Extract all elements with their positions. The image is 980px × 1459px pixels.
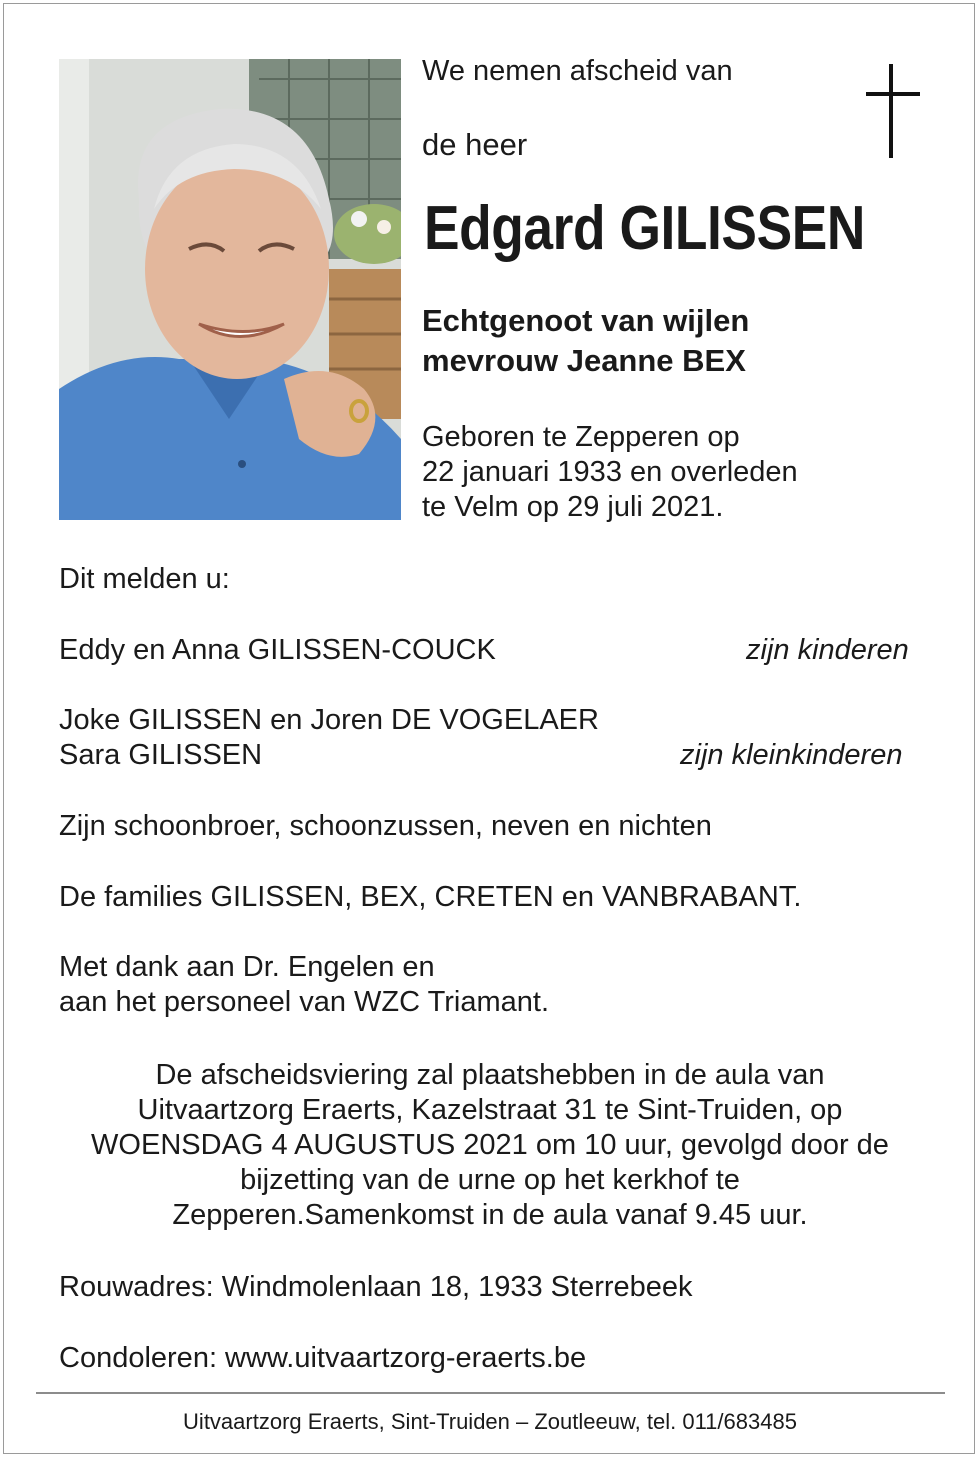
born-line-1: Geboren te Zepperen op xyxy=(422,421,740,453)
condolences-text: Condoleren: www.uitvaartzorg-eraerts.be xyxy=(59,1342,587,1374)
children-role: zijn kinderen xyxy=(746,634,909,666)
grandchildren-role: zijn kleinkinderen xyxy=(680,739,903,771)
intro-text: We nemen afscheid van xyxy=(422,55,733,87)
families-text: De families GILISSEN, BEX, CRETEN en VANBRABANT. xyxy=(59,881,802,913)
footer-text: Uitvaartzorg Eraerts, Sint-Truiden – Zoutleeuw, tel. 011/683485 xyxy=(183,1409,797,1434)
born-line-2: 22 januari 1933 en overleden xyxy=(422,456,798,488)
thanks-line-2: aan het personeel van WZC Triamant. xyxy=(59,986,550,1018)
announce-text: Dit melden u: xyxy=(59,563,230,595)
footer-divider xyxy=(36,1392,945,1394)
ceremony-line-5: Zepperen.Samenkomst in de aula vanaf 9.45 uur. xyxy=(172,1199,808,1231)
deceased-name: Edgard GILISSEN xyxy=(424,194,865,263)
thanks-line-1: Met dank aan Dr. Engelen en xyxy=(59,951,435,983)
portrait-photo xyxy=(59,59,401,520)
spouse-line-2: mevrouw Jeanne BEX xyxy=(422,343,746,378)
born-line-3: te Velm op 29 juli 2021. xyxy=(422,491,724,523)
grandchildren-line-2: Sara GILISSEN xyxy=(59,739,263,771)
grandchildren-line-1: Joke GILISSEN en Joren DE VOGELAER xyxy=(59,704,599,736)
ceremony-line-3: WOENSDAG 4 AUGUSTUS 2021 om 10 uur, gevolgd door de xyxy=(91,1129,889,1161)
cross-icon xyxy=(889,64,893,158)
children-names: Eddy en Anna GILISSEN-COUCK xyxy=(59,634,496,666)
cross-icon-bar xyxy=(866,92,920,96)
title-text: de heer xyxy=(422,127,528,162)
ceremony-line-4: bijzetting van de urne op het kerkhof te xyxy=(240,1164,740,1196)
spouse-line-1: Echtgenoot van wijlen xyxy=(422,303,750,338)
ceremony-line-1: De afscheidsviering zal plaatshebben in de aula van xyxy=(155,1059,825,1091)
address-text: Rouwadres: Windmolenlaan 18, 1933 Sterrebeek xyxy=(59,1271,693,1303)
inlaws-text: Zijn schoonbroer, schoonzussen, neven en nichten xyxy=(59,810,712,842)
ceremony-line-2: Uitvaartzorg Eraerts, Kazelstraat 31 te Sint-Truiden, op xyxy=(137,1094,843,1126)
